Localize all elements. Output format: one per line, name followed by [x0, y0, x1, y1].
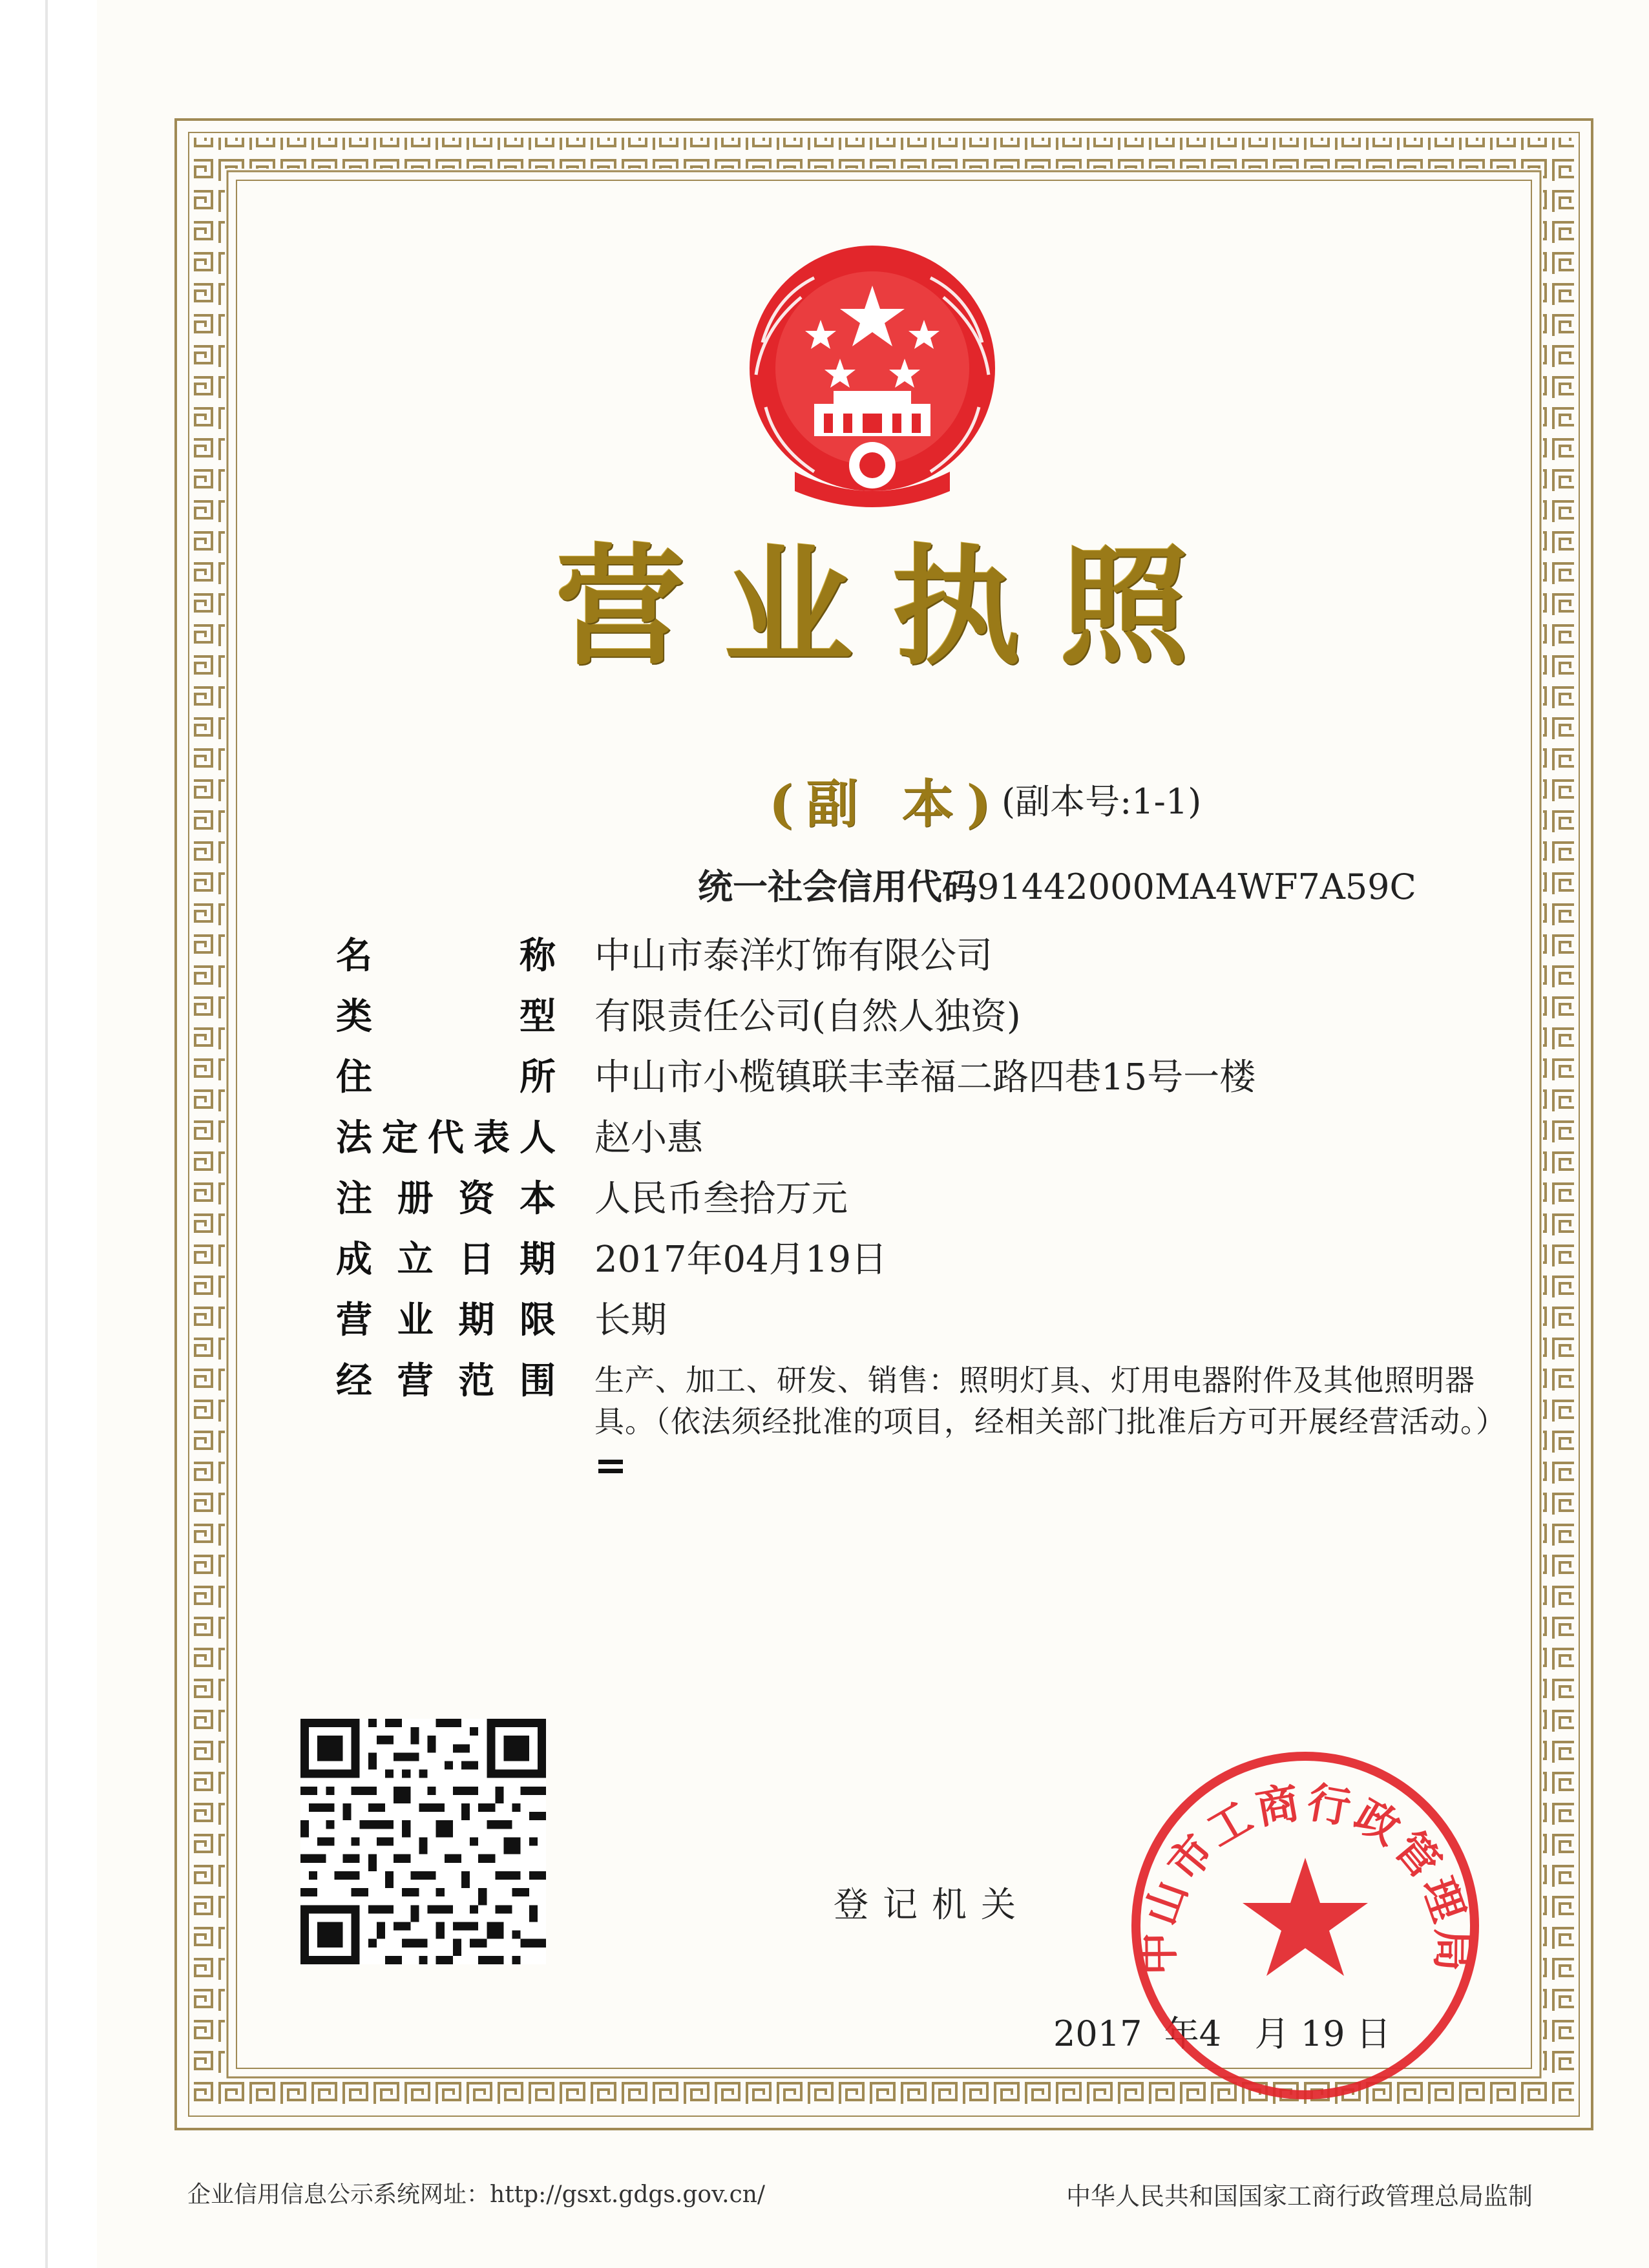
field-label-char: 立 — [397, 1239, 434, 1281]
field-value: 有限责任公司(自然人独资) — [594, 996, 1021, 1038]
field-row-scope — [336, 1356, 1564, 1484]
document-title: 营业执照 — [555, 531, 1228, 683]
field-label-char: 资 — [458, 1178, 495, 1220]
registration-authority-label: 登记机关 — [834, 1884, 1030, 1925]
field-label-char: 类 — [336, 996, 372, 1038]
issue-date: 2017 年4 月 19 日 — [1053, 2013, 1391, 2054]
official-seal-stamp-icon — [1124, 1745, 1486, 2106]
field-value: 中山市泰洋灯饰有限公司 — [594, 935, 993, 977]
field-label — [336, 1295, 556, 1347]
national-emblem-icon — [737, 239, 1008, 517]
footer-website-label: 企业信用信息公示系统网址： — [187, 2181, 490, 2208]
field-row-type — [336, 991, 1564, 1052]
field-label-char: 成 — [336, 1239, 372, 1281]
field-label-char: 经 — [336, 1360, 372, 1402]
field-value-scope — [594, 1360, 1512, 1484]
field-label-char: 注 — [336, 1178, 372, 1220]
footer-website — [187, 2176, 765, 2209]
field-label-char: 表 — [474, 1117, 510, 1159]
field-label-char: 定 — [382, 1117, 418, 1159]
credit-code-line — [698, 859, 1416, 909]
field-row-legal-rep — [336, 1113, 1564, 1173]
field-label-char: 法 — [336, 1117, 372, 1159]
field-label-char: 型 — [520, 996, 556, 1038]
field-label-char: 册 — [397, 1178, 434, 1220]
field-label-char: 日 — [458, 1239, 495, 1281]
field-value: 中山市小榄镇联丰幸福二路四巷15号一楼 — [594, 1056, 1256, 1098]
field-value: 人民币叁拾万元 — [594, 1178, 848, 1220]
field-label — [336, 1173, 556, 1225]
credit-code-label: 统一社会信用代码 — [698, 866, 977, 907]
footer-website-url[interactable]: http://gsxt.gdgs.gov.cn/ — [490, 2181, 766, 2208]
field-value: 2017年04月19日 — [594, 1239, 888, 1281]
field-label-char: 期 — [519, 1239, 556, 1281]
field-label-char: 期 — [458, 1299, 495, 1341]
field-value: 赵小惠 — [594, 1117, 703, 1159]
field-label — [336, 1052, 556, 1104]
field-label-char: 代 — [428, 1117, 464, 1159]
qr-code — [300, 1719, 546, 1964]
field-label-char: 范 — [458, 1360, 495, 1402]
field-row-established — [336, 1234, 1564, 1295]
seal-text: 中山市工商行政管理局 — [1133, 1777, 1478, 1976]
field-label-char: 人 — [520, 1117, 556, 1159]
credit-code-value: 91442000MA4WF7A59C — [977, 866, 1416, 907]
field-label-char: 围 — [519, 1360, 556, 1402]
field-label — [336, 1234, 556, 1286]
field-row-address — [336, 1052, 1564, 1113]
copy-label: (副 本) — [769, 773, 1004, 834]
field-label — [336, 930, 556, 982]
field-label — [336, 1356, 556, 1407]
field-label-char: 所 — [520, 1056, 556, 1098]
field-label-char: 限 — [519, 1299, 556, 1341]
field-label-char: 称 — [520, 935, 556, 977]
field-value: 长期 — [594, 1299, 667, 1341]
field-label — [336, 991, 556, 1043]
field-label-char: 名 — [336, 935, 372, 977]
field-label-char: 营 — [336, 1299, 372, 1341]
field-label-char: 本 — [519, 1178, 556, 1220]
field-row-name — [336, 930, 1564, 991]
copy-number: (副本号:1-1) — [1002, 781, 1202, 822]
footer-supervisor: 中华人民共和国国家工商行政管理总局监制 — [1066, 2182, 1533, 2210]
end-mark-icon — [598, 1454, 623, 1476]
field-row-term — [336, 1295, 1564, 1356]
field-label — [336, 1113, 556, 1164]
field-label-char: 营 — [397, 1360, 434, 1402]
field-label-char: 业 — [397, 1299, 434, 1341]
field-label-char: 住 — [336, 1056, 372, 1098]
scope-text: 生产、加工、研发、销售：照明灯具、灯用电器附件及其他照明器具。（依法须经批准的项目，经相关部门批准后方可开展经营活动。） — [594, 1363, 1506, 1439]
field-row-capital — [336, 1173, 1564, 1234]
registration-fields — [336, 930, 1564, 1484]
